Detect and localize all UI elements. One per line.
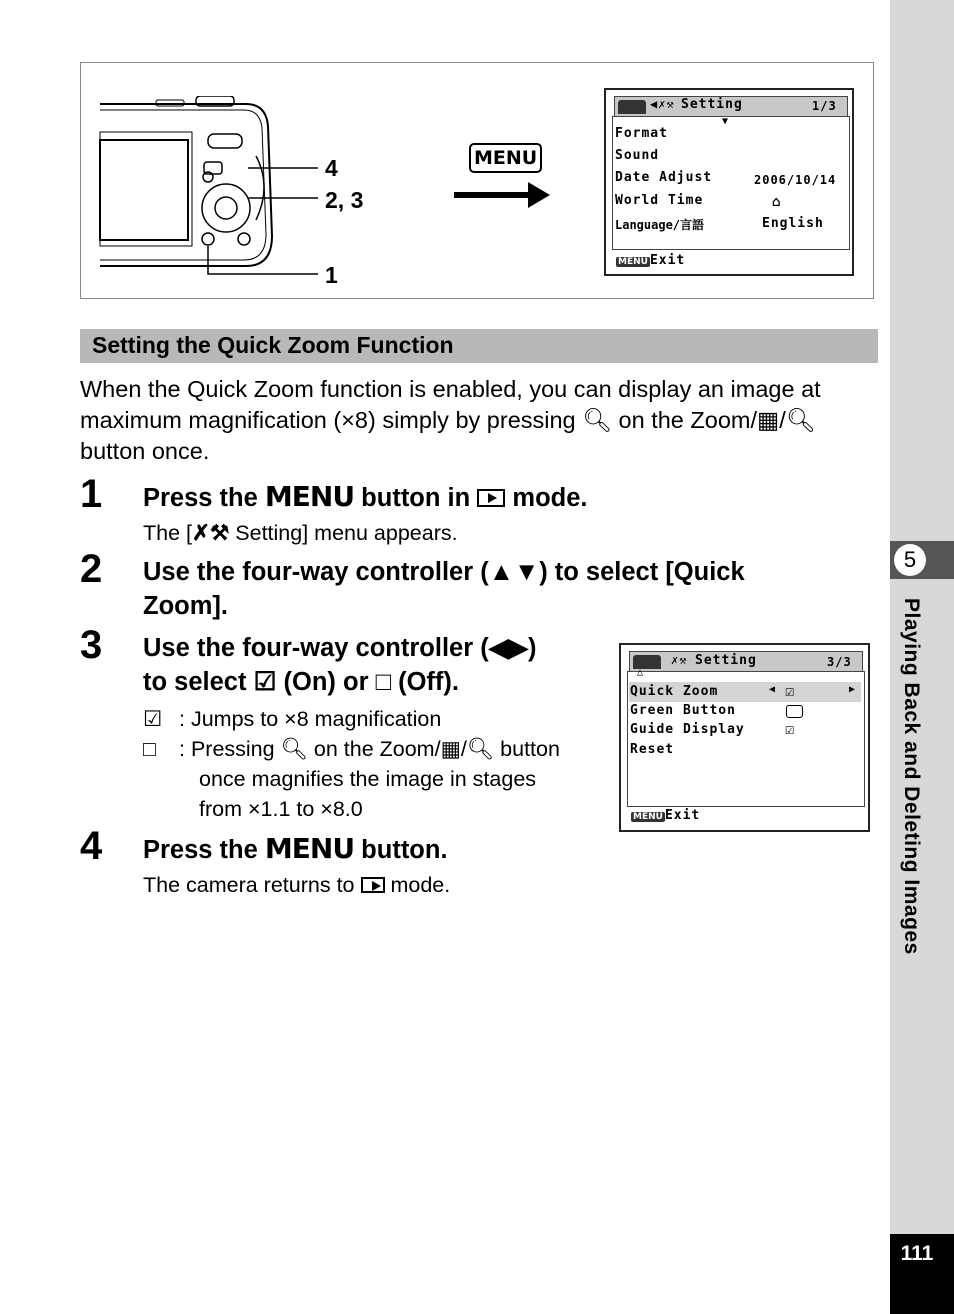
step-3-line-1: Use the four-way controller (◀▶) [143, 634, 537, 662]
step-4-sub-b: mode. [390, 873, 451, 897]
scroll-down-icon: ▼ [722, 116, 730, 127]
checkbox-off-icon: □ [375, 668, 392, 696]
setting-menu-screen-1 [604, 88, 854, 276]
step-3-text-a: to select [143, 668, 247, 696]
menu-item-language: Language/言語 [615, 218, 705, 232]
menu-badge: MENU [633, 812, 663, 822]
playback-mode-icon [361, 877, 385, 893]
menu-button-icon: MENU [469, 143, 542, 173]
menu-item-format: Format [615, 126, 668, 141]
step-3-text-c: (Off). [398, 668, 459, 696]
wrench-icon: ✗⚒ [671, 653, 688, 667]
arrow-right-icon [452, 181, 552, 209]
callout-1: 1 [325, 262, 338, 288]
step-3-line-2 [143, 665, 536, 699]
camera-back-illustration [96, 96, 336, 276]
step-3-heading [143, 631, 536, 699]
option-off-desc-line-2: once magnifies the image in stages [199, 767, 537, 791]
intro-line-2: maximum magnification (×8) simply by pressing 🔍︎ on the Zoom/▦/🔍︎ [80, 407, 816, 433]
step-3-options [143, 704, 603, 824]
menu-badge: MENU [618, 257, 648, 267]
scroll-up-icon: △ [637, 667, 645, 678]
callout-2-3: 2, 3 [325, 187, 364, 213]
home-icon: ⌂ [772, 194, 782, 210]
step-3-text-b: (On) or [283, 668, 369, 696]
screen-page-indicator: 1/3 [812, 99, 837, 113]
step-2-line-1: Use the four-way controller (▲▼) to select [Quick [143, 558, 745, 586]
step-number: 4 [80, 824, 103, 868]
menu-item-green-button: Green Button [630, 703, 736, 718]
menu-button-label: MENU [264, 480, 355, 513]
step-4-text-a: Press the [143, 836, 258, 864]
setting-menu-screen-2 [619, 643, 870, 832]
green-button-icon [786, 705, 803, 718]
checkbox-off-icon: □ [143, 737, 156, 761]
screen-page-indicator: 3/3 [827, 655, 852, 669]
checkbox-on-icon: ☑ [785, 720, 796, 738]
screen-tab-title: Setting [695, 653, 757, 668]
screen-exit-row [616, 253, 685, 268]
language-value: English [762, 216, 824, 231]
menu-item-reset: Reset [630, 742, 675, 757]
intro-line-3: button once. [80, 438, 210, 464]
step-number: 3 [80, 623, 103, 667]
option-off: □ : Pressing 🔍︎ on the Zoom/▦/🔍︎ button [143, 734, 603, 764]
step-2-line-2: Zoom]. [143, 592, 228, 620]
callout-4: 4 [325, 155, 338, 181]
menu-item-guide-display: Guide Display [630, 722, 745, 737]
checkbox-on-icon: ☑ [785, 682, 796, 700]
intro-line-1: When the Quick Zoom function is enabled, you can display an image at [80, 376, 821, 402]
step-1-sub-a: The [ [143, 521, 192, 545]
checkbox-on-icon: ☑ [253, 668, 277, 696]
intro-line-2a: maximum magnification (×8) simply by pressing [80, 407, 576, 433]
step-1-heading [143, 480, 588, 515]
screen-tab-title: Setting [681, 97, 743, 112]
intro-line-2b: on the Zoom/ [618, 407, 757, 433]
step-number: 2 [80, 547, 103, 591]
date-value: 2006/10/14 [754, 173, 837, 187]
checkbox-on-icon: ☑ [143, 707, 163, 731]
camera-tab-icon [618, 100, 646, 114]
setting-wrench-icon: ✗⚒ [192, 521, 230, 545]
step-4-heading [143, 832, 448, 867]
exit-label: Exit [649, 253, 686, 268]
menu-item-date-adjust: Date Adjust [615, 170, 713, 185]
screen-exit-row [631, 808, 700, 823]
step-4-text-b: button. [361, 836, 448, 864]
chapter-number: 5 [894, 544, 926, 576]
zoom-in-icon: 🔍︎ [582, 407, 612, 433]
option-off-desc-a: : Pressing [179, 737, 275, 761]
step-1-text-c: mode. [512, 484, 588, 512]
zoom-in-icon: 🔍︎ [466, 737, 495, 761]
zoom-in-icon: 🔍︎ [785, 407, 816, 433]
step-4-sub-a: The camera returns to [143, 873, 355, 897]
menu-item-world-time: World Time [615, 193, 704, 208]
menu-item-quick-zoom: Quick Zoom [630, 684, 719, 699]
step-2-heading [143, 555, 745, 623]
menu-button-label: MENU [264, 832, 355, 865]
step-1-text-b: button in [361, 484, 471, 512]
option-on [143, 704, 603, 734]
step-1-text-a: Press the [143, 484, 258, 512]
step-number: 1 [80, 472, 103, 516]
zoom-in-icon: 🔍︎ [280, 737, 308, 761]
option-off-desc-line-3: from ×1.1 to ×8.0 [199, 797, 363, 821]
wrench-icon: ◀✗⚒ [650, 97, 675, 111]
right-arrow-icon: ▶ [849, 684, 857, 695]
option-off-desc-b: on the Zoom/ [313, 737, 441, 761]
thumbnail-icon: ▦ [440, 737, 461, 761]
page-number: 111 [900, 1242, 934, 1265]
intro-paragraph [80, 374, 880, 467]
section-title: Setting the Quick Zoom Function [92, 332, 454, 358]
menu-item-sound: Sound [615, 148, 660, 163]
thumbnail-icon: ▦ [757, 407, 780, 433]
step-1-subtext [143, 518, 458, 548]
chapter-title: Playing Back and Deleting Images [900, 598, 923, 955]
left-arrow-icon: ◀ [769, 684, 777, 695]
option-on-desc: : Jumps to ×8 magnification [179, 707, 442, 731]
exit-label: Exit [664, 808, 701, 823]
option-off-desc-c: button [500, 737, 560, 761]
step-1-sub-b: Setting] menu appears. [235, 521, 458, 545]
step-4-subtext [143, 870, 450, 900]
playback-mode-icon [477, 489, 505, 507]
